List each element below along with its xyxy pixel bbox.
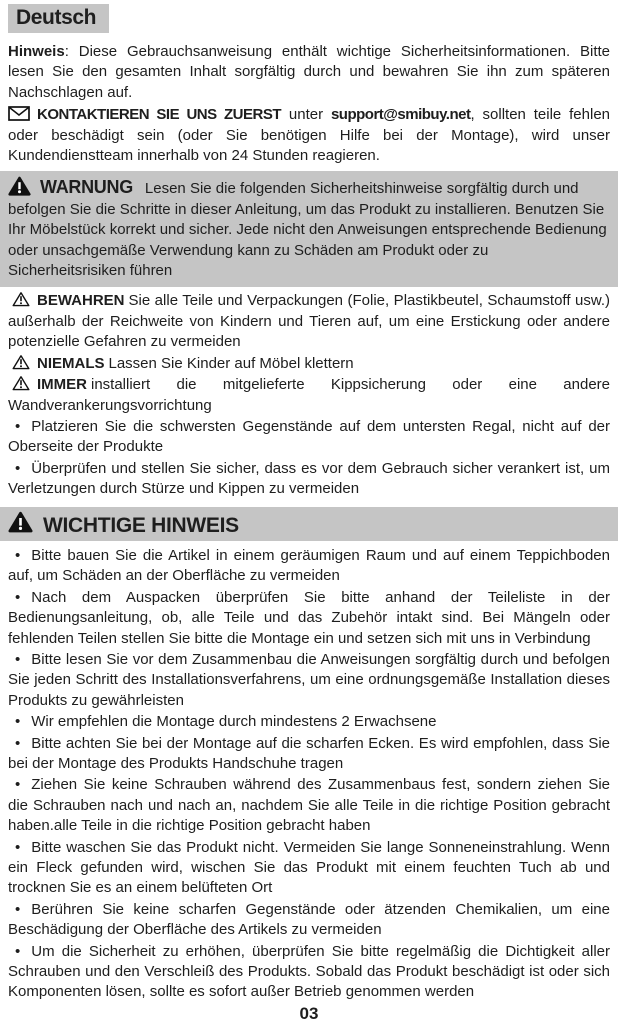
safety-note-immer xyxy=(8,375,610,416)
contact-rest: , sollten teile fehlen oder beschädigt sein (oder Sie benötigen Hilfe bei der Montage), wird unser Kundendienstteam innerhalb von 24 Stunden reagieren. xyxy=(8,106,611,165)
page-number: 03 xyxy=(299,1003,319,1023)
wichtige-bullet: • Berühren Sie keine scharfen Gegenstände oder ätzenden Chemikalien, um eine Beschädigung der Oberfläche des Artikels zu vermeiden xyxy=(8,900,610,941)
contact-paragraph xyxy=(8,105,610,166)
hinweis-label: Hinweis xyxy=(8,43,65,60)
wichtige-bullet: • Bitte bauen Sie die Artikel in einem geräumigen Raum und auf einem Teppichboden auf, um Schäden an der Oberfläche zu vermeiden xyxy=(8,546,610,587)
wichtige-bullet: • Bitte waschen Sie das Produkt nicht. Vermeiden Sie lange Sonneneinstrahlung. Wenn ein Fleck gefunden wird, wischen Sie das Produkt mit einem feuchten Tuch ab und trocknen Sie es an einem belüfteten Ort xyxy=(8,838,610,899)
wichtige-bullet: • Bitte lesen Sie vor dem Zusammenbau die Anweisungen sorgfältig durch und befolgen Sie jeden Schritt des Installationsverfahrens, um eine ordnungsgemäße Installation dieses Produkts zu gewährleisten xyxy=(8,650,610,711)
wichtige-bullet: • Ziehen Sie keine Schrauben während des Zusammenbaus fest, sondern ziehen Sie die Schrauben nach und nach an, nachdem Sie alle Teile in die richtige Position gebracht haben.alle Teile in die richtige Position gebracht haben xyxy=(8,775,610,836)
safety-bullet: • Überprüfen und stellen Sie sicher, dass es vor dem Gebrauch sicher verankert ist, um Verletzungen durch Stürze und Kippen zu vermeiden xyxy=(8,459,610,500)
wichtige-bullet: • Nach dem Auspacken überprüfen Sie bitte anhand der Teileliste in der Bedienungsanleitung, ob, alle Teile und das Zubehör intakt sind. Bei Mängeln oder fehlenden Teilen stellen Sie bitte die Montage ein und setzen sich mit uns in Verbindung xyxy=(8,588,610,649)
wichtige-bullet: • Wir empfehlen die Montage durch mindestens 2 Erwachsene xyxy=(8,712,610,732)
warning-triangle-filled-icon xyxy=(8,511,33,533)
warning-triangle-outline-icon xyxy=(12,291,30,307)
wichtige-hinweis-header xyxy=(0,507,618,541)
safety-note-label: NIEMALS xyxy=(37,354,105,372)
safety-bullet: • Platzieren Sie die schwersten Gegenstände auf dem untersten Regal, nicht auf der Oberseite der Produkte xyxy=(8,417,610,458)
warnung-block xyxy=(0,171,618,287)
language-header: Deutsch xyxy=(8,4,109,33)
wichtige-bullet: • Bitte achten Sie bei der Montage auf die scharfen Ecken. Es wird empfohlen, dass Sie bei der Montage des Produkts Handschuhe tragen xyxy=(8,734,610,775)
safety-note-label: BEWAHREN xyxy=(37,292,125,310)
warning-triangle-outline-icon xyxy=(12,375,30,391)
warning-triangle-filled-icon xyxy=(8,176,31,196)
contact-mid: unter xyxy=(281,106,331,124)
envelope-icon xyxy=(8,106,30,121)
safety-note-text: Lassen Sie Kinder auf Möbel klettern xyxy=(108,354,354,372)
contact-lead: KONTAKTIEREN SIE UNS ZUERST xyxy=(37,106,282,124)
contact-email: support@smibuy.net xyxy=(330,106,471,124)
hinweis-separator: : xyxy=(64,43,79,60)
safety-note-text: Sie alle Teile und Verpackungen (Folie, Plastikbeutel, Schaumstoff usw.) außerhalb der Reichweite von Kindern und Tieren auf, um eine Erstickung oder andere potenzielle Gefahren zu vermeiden xyxy=(8,292,610,351)
hinweis-text: Diese Gebrauchsanweisung enthält wichtige Sicherheitsinformationen. Bitte lesen Sie den gesamten Inhalt sorgfältig durch und bewahren Sie ihn zum späteren Nachschlagen auf. xyxy=(8,43,611,101)
warning-triangle-outline-icon xyxy=(12,354,30,370)
warnung-title: WARNUNG xyxy=(40,177,133,198)
wichtige-bullet: • Um die Sicherheit zu erhöhen, überprüfen Sie bitte regelmäßig die Dichtigkeit aller Schrauben und den Verschleiß des Produkts. Sobald das Produkt beschädigt ist oder sich Komponenten lösen, sollte es sofort außer Betrieb genommen werden xyxy=(8,942,610,1003)
safety-note-text: installiert die mitgelieferte Kippsicherung oder eine andere Wandverankerungsvorrichtung xyxy=(8,376,610,414)
hinweis-paragraph xyxy=(8,42,610,103)
wichtige-hinweis-title: WICHTIGE HINWEIS xyxy=(43,513,239,537)
safety-note-bewahren xyxy=(8,291,610,352)
safety-note-niemals xyxy=(8,354,610,374)
warnung-text: Lesen Sie die folgenden Sicherheitshinweise sorgfältig durch und befolgen Sie die Schritte in dieser Anleitung, um das Produkt zu installieren. Benutzen Sie Ihr Möbelstück korrekt und sicher. Jede nicht den Anweisungen entsprechende Bedienung oder unsachgemäße Verwendung kann zu Schäden am Produkt oder zu Sicherheitsrisiken führen xyxy=(8,180,607,280)
safety-note-label: IMMER xyxy=(37,376,87,394)
